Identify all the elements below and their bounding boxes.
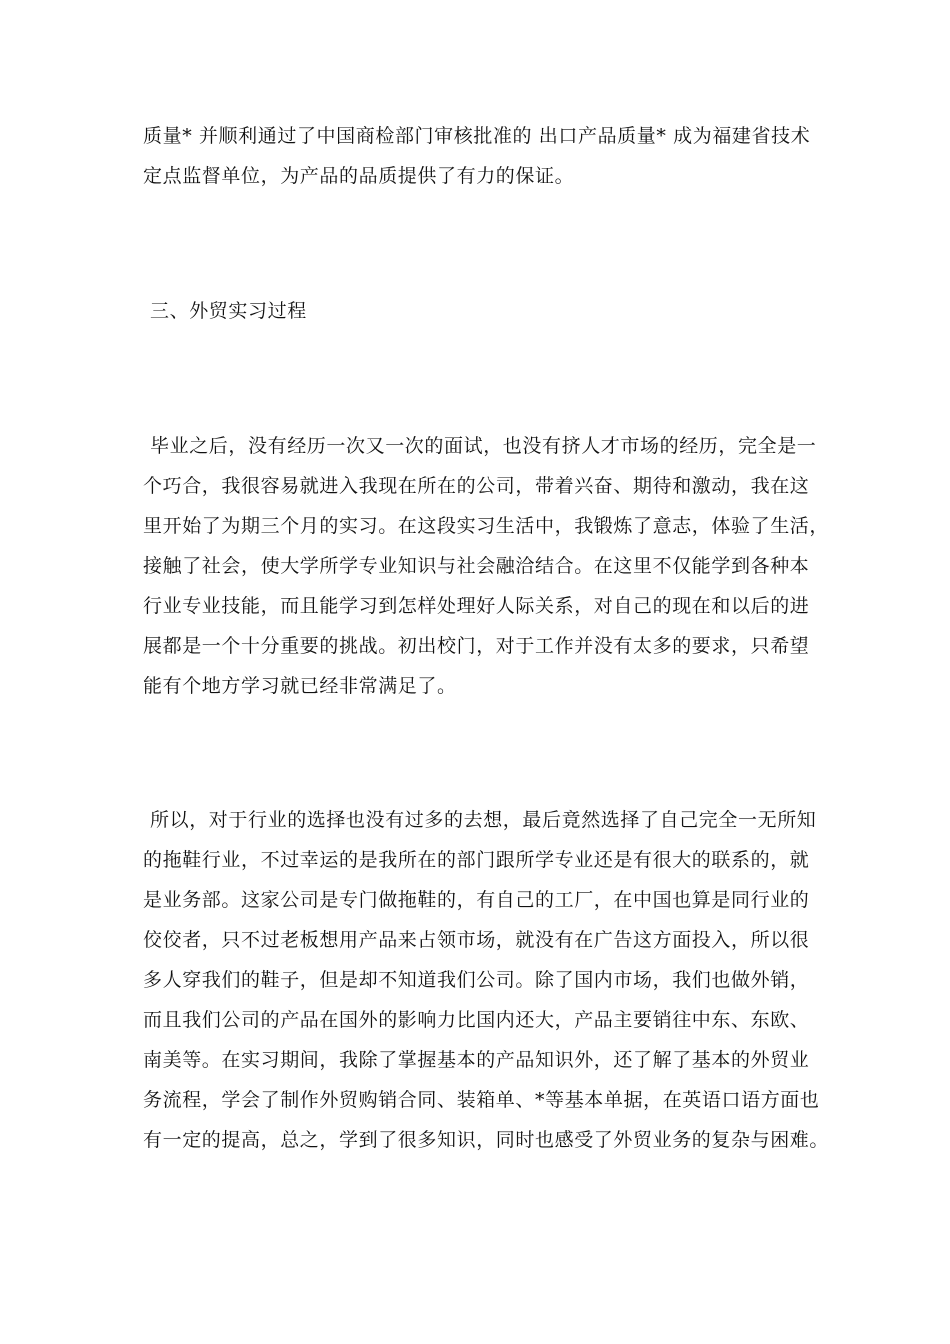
section-heading: 三、外贸实习过程 [150, 300, 307, 322]
paragraph-line: 接触了社会，使大学所学专业知识与社会融洽结合。在这里不仅能学到各种本 [143, 555, 810, 577]
paragraph-line: 展都是一个十分重要的挑战。初出校门，对于工作并没有太多的要求，只希望 [143, 635, 810, 657]
paragraph-line: 佼佼者，只不过老板想用产品来占领市场，就没有在广告这方面投入，所以很 [143, 929, 810, 951]
paragraph-line: 有一定的提高，总之，学到了很多知识，同时也感受了外贸业务的复杂与困难。 [143, 1129, 830, 1151]
paragraph-line: 而且我们公司的产品在国外的影响力比国内还大，产品主要销往中东、东欧、 [143, 1009, 810, 1031]
paragraph-line: 南美等。在实习期间，我除了掌握基本的产品知识外，还了解了基本的外贸业 [143, 1049, 810, 1071]
paragraph-line: 能有个地方学习就已经非常满足了。 [143, 675, 457, 697]
paragraph-line: 多人穿我们的鞋子，但是却不知道我们公司。除了国内市场，我们也做外销， [143, 969, 810, 991]
paragraph-line: 行业专业技能，而且能学习到怎样处理好人际关系，对自己的现在和以后的进 [143, 595, 810, 617]
paragraph-line: 是业务部。这家公司是专门做拖鞋的，有自己的工厂，在中国也算是同行业的 [143, 889, 810, 911]
paragraph-line: 个巧合，我很容易就进入我现在所在的公司，带着兴奋、期待和激动，我在这 [143, 475, 810, 497]
paragraph-line: 务流程，学会了制作外贸购销合同、装箱单、*等基本单据，在英语口语方面也 [143, 1089, 820, 1111]
paragraph-line: 的拖鞋行业，不过幸运的是我所在的部门跟所学专业还是有很大的联系的，就 [143, 849, 810, 871]
paragraph-line: 毕业之后，没有经历一次又一次的面试，也没有挤人才市场的经历，完全是一 [150, 435, 817, 457]
paragraph-line: 质量* 并顺利通过了中国商检部门审核批准的 出口产品质量* 成为福建省技术 [143, 125, 811, 147]
paragraph-line: 所以，对于行业的选择也没有过多的去想，最后竟然选择了自己完全一无所知 [150, 809, 817, 831]
paragraph-line: 里开始了为期三个月的实习。在这段实习生活中，我锻炼了意志，体验了生活， [143, 515, 830, 537]
paragraph-line: 定点监督单位，为产品的品质提供了有力的保证。 [143, 165, 575, 187]
